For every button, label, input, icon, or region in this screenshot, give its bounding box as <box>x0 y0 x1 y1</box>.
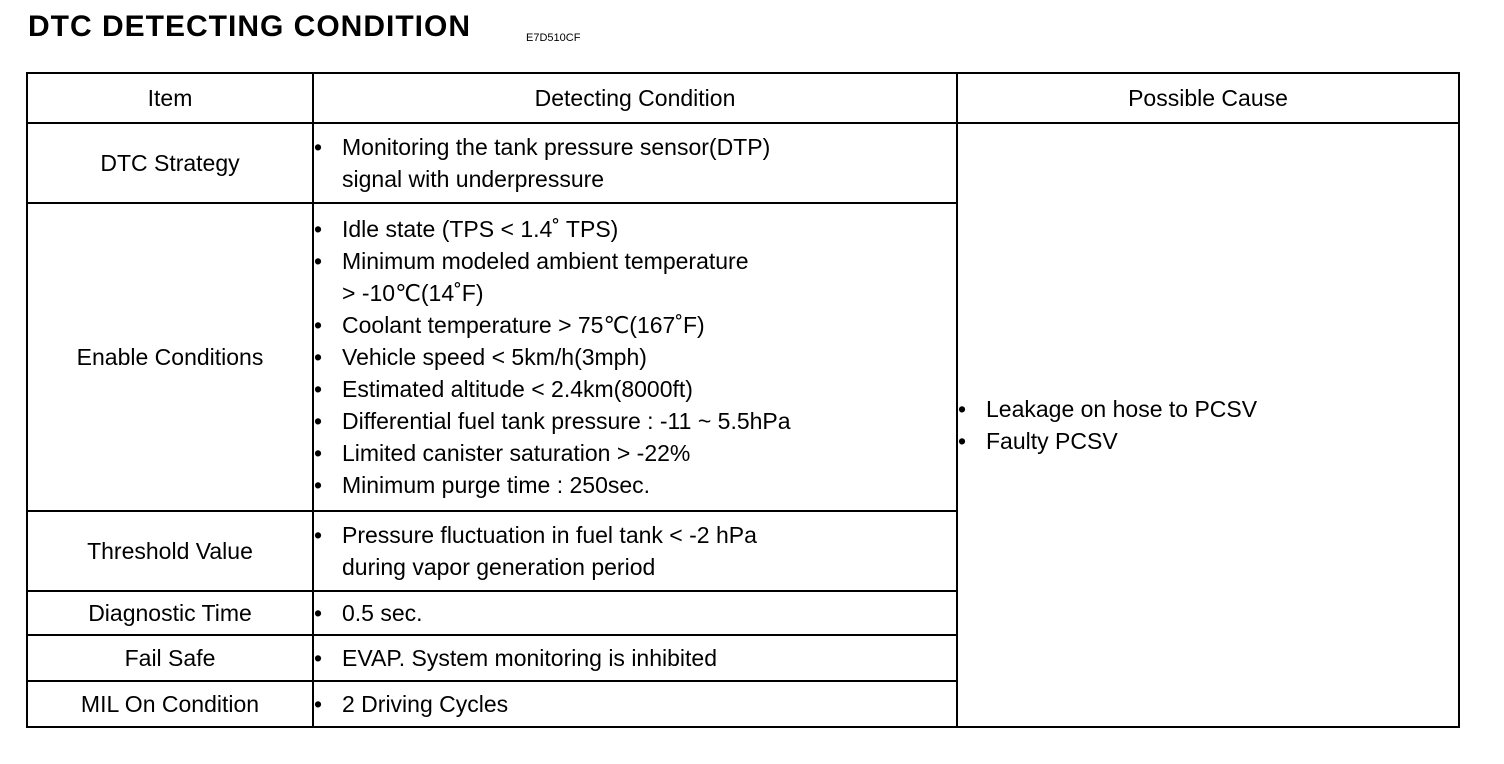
column-header-detecting-condition: Detecting Condition <box>313 73 957 123</box>
condition-item: • Monitoring the tank pressure sensor(DTP) signal with underpressure <box>314 131 956 195</box>
condition-item: • Estimated altitude < 2.4km(8000ft) <box>314 373 956 405</box>
row-item-mil-on-condition: MIL On Condition <box>27 681 313 727</box>
row-item-fail-safe: Fail Safe <box>27 635 313 681</box>
dtc-condition-table <box>26 72 1460 728</box>
row-conditions-dtc-strategy <box>313 123 957 203</box>
condition-item: • 0.5 sec. <box>314 597 956 629</box>
condition-item: • Limited canister saturation > -22% <box>314 437 956 469</box>
possible-cause-item: • Leakage on hose to PCSV <box>958 393 1458 425</box>
condition-item: • Differential fuel tank pressure : -11 ~ 5.5hPa <box>314 405 956 437</box>
row-item-enable-conditions: Enable Conditions <box>27 203 313 511</box>
row-conditions-mil-on-condition <box>313 681 957 727</box>
row-conditions-enable-conditions <box>313 203 957 511</box>
document-code: E7D510CF <box>526 32 581 44</box>
condition-item: • Vehicle speed < 5km/h(3mph) <box>314 341 956 373</box>
table-row <box>27 123 1459 203</box>
row-item-threshold-value: Threshold Value <box>27 511 313 591</box>
column-header-possible-cause: Possible Cause <box>957 73 1459 123</box>
condition-item: • 2 Driving Cycles <box>314 688 956 720</box>
row-conditions-threshold-value <box>313 511 957 591</box>
row-conditions-diagnostic-time <box>313 591 957 635</box>
table-header-row <box>27 73 1459 123</box>
row-conditions-fail-safe <box>313 635 957 681</box>
possible-cause-item: • Faulty PCSV <box>958 425 1458 457</box>
condition-item: • EVAP. System monitoring is inhibited <box>314 642 956 674</box>
column-header-item: Item <box>27 73 313 123</box>
condition-item: • Coolant temperature > 75℃(167˚F) <box>314 309 956 341</box>
page-title: DTC DETECTING CONDITION <box>28 10 471 43</box>
condition-item: • Pressure fluctuation in fuel tank < -2 hPa during vapor generation period <box>314 519 956 583</box>
condition-item: • Minimum purge time : 250sec. <box>314 469 956 501</box>
condition-item: • Idle state (TPS < 1.4˚ TPS) <box>314 213 956 245</box>
row-item-dtc-strategy: DTC Strategy <box>27 123 313 203</box>
condition-item: • Minimum modeled ambient temperature > -10℃(14˚F) <box>314 245 956 309</box>
possible-cause-cell <box>957 123 1459 727</box>
row-item-diagnostic-time: Diagnostic Time <box>27 591 313 635</box>
